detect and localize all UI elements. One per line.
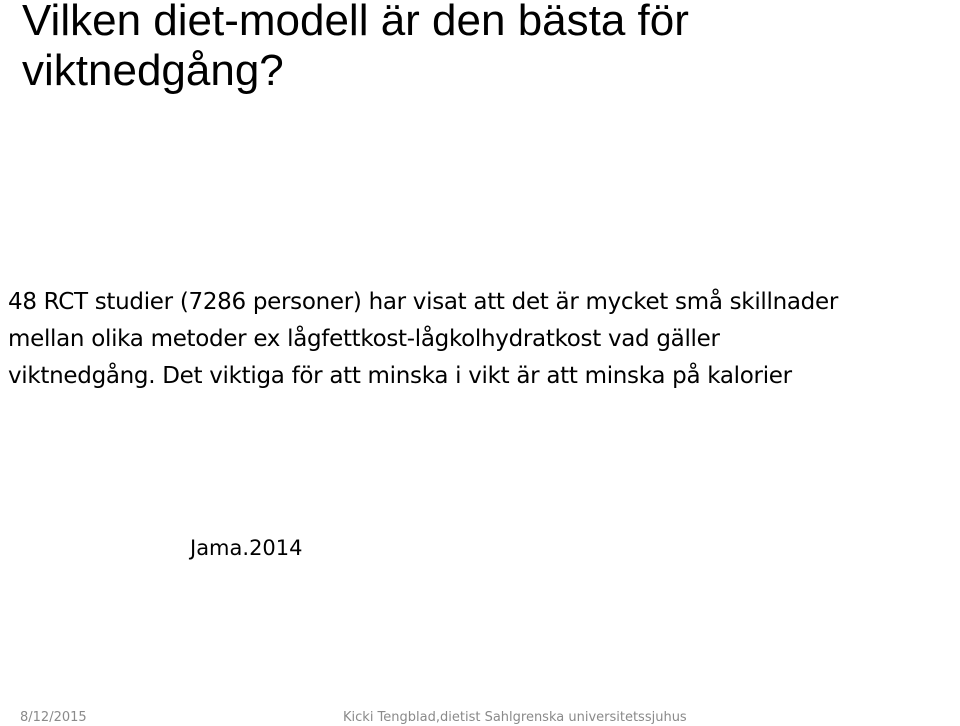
slide-title-line: viktnedgång? [22, 46, 284, 95]
body-line: viktnedgång. Det viktiga för att minska i vikt är att minska på kalorier [8, 363, 792, 389]
slide-body-text [8, 284, 958, 395]
body-line: 48 RCT studier (7286 personer) har visat att det är mycket små skillnader [8, 289, 838, 315]
slide-title [22, 0, 942, 96]
footer-date: 8/12/2015 [20, 710, 87, 725]
slide-title-line: Vilken diet-modell är den bästa för [22, 0, 689, 45]
citation: Jama.2014 [190, 536, 303, 560]
footer-author: Kicki Tengblad,dietist Sahlgrenska universitetssjuhus [343, 710, 687, 725]
body-line: mellan olika metoder ex lågfettkost-lågkolhydratkost vad gäller [8, 326, 720, 352]
